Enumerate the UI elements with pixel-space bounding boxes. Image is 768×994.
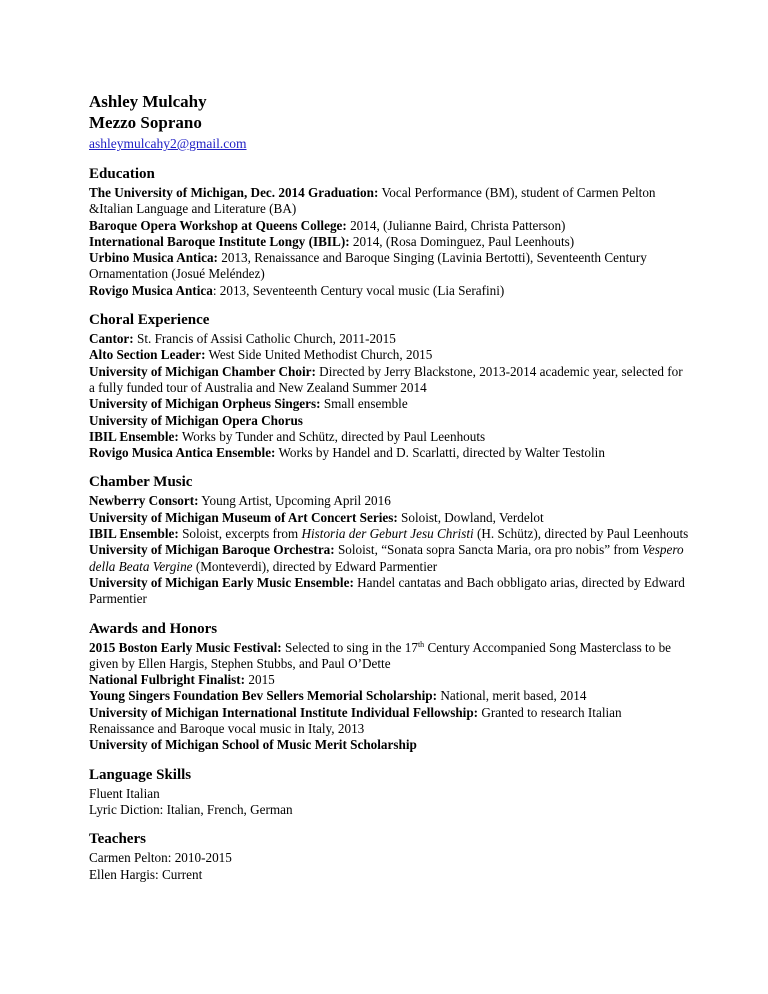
- section-title-languages: Language Skills: [89, 766, 192, 783]
- entry-label: Cantor:: [89, 331, 134, 347]
- entry-label: Baroque Opera Workshop at Queens College:: [89, 217, 347, 233]
- chamber-entry: [89, 493, 689, 509]
- teachers-section: [89, 830, 689, 883]
- choral-entry: [89, 429, 689, 445]
- entry-text: 2014, (Rosa Dominguez, Paul Leenhouts): [349, 233, 575, 249]
- name-heading: Ashley Mulcahy: [89, 92, 207, 111]
- choral-entry: [89, 413, 689, 429]
- choral-entry: [89, 396, 689, 412]
- teacher-line: Ellen Hargis: Current: [89, 866, 203, 882]
- education-entry: [89, 250, 689, 283]
- entry-text: Selected to sing in the 17: [281, 639, 418, 655]
- awards-entry: [89, 737, 689, 753]
- awards-entry: [89, 640, 689, 673]
- chamber-section: [89, 473, 689, 607]
- education-entry: [89, 234, 689, 250]
- choral-entry: [89, 445, 689, 461]
- entry-label: University of Michigan Opera Chorus: [89, 412, 303, 428]
- entry-text: Soloist, “Sonata sopra Sancta Maria, ora pro nobis” from: [334, 542, 643, 558]
- entry-label: Urbino Musica Antica:: [89, 250, 218, 266]
- awards-entry: [89, 688, 689, 704]
- entry-text: Vocal Performance (BM), student of Carmen Pelton &Italian Language and Literature (BA): [89, 185, 656, 217]
- section-title-teachers: Teachers: [89, 831, 146, 848]
- entry-text: 2015: [245, 672, 275, 688]
- entry-label: University of Michigan Museum of Art Concert Series:: [89, 509, 398, 525]
- awards-section: [89, 620, 689, 754]
- entry-text: Directed by Jerry Blackstone, 2013-2014 academic year, selected for a fully funded tour of Australia and New Zealand Summer 2014: [89, 363, 683, 395]
- chamber-entry: [89, 526, 689, 542]
- entry-text: Young Artist, Upcoming April 2016: [198, 493, 391, 509]
- entry-text: National, merit based, 2014: [437, 688, 587, 704]
- entry-label: University of Michigan Early Music Ensemble:: [89, 574, 354, 590]
- language-line: Fluent Italian: [89, 785, 160, 801]
- entry-label: University of Michigan Baroque Orchestra:: [89, 542, 335, 558]
- entry-text: Handel cantatas and Bach obbligato arias, directed by Edward Parmentier: [89, 574, 685, 607]
- voice-type-heading: Mezzo Soprano: [89, 113, 202, 132]
- work-title: Historia der Geburt Jesu Christi: [301, 526, 474, 542]
- work-title: Vespero della Beata Vergine: [89, 542, 684, 574]
- choral-section: [89, 311, 689, 461]
- choral-entry: [89, 347, 689, 363]
- entry-label: University of Michigan School of Music Merit Scholarship: [89, 737, 417, 753]
- entry-text: West Side United Methodist Church, 2015: [205, 347, 433, 363]
- chamber-entry: [89, 510, 689, 526]
- entry-label: International Baroque Institute Longy (IBIL):: [89, 233, 350, 249]
- entry-label: Rovigo Musica Antica Ensemble:: [89, 445, 276, 461]
- entry-label: Young Singers Foundation Bev Sellers Memorial Scholarship:: [89, 688, 438, 704]
- language-line: Lyric Diction: Italian, French, German: [89, 801, 293, 817]
- awards-entry: [89, 672, 689, 688]
- entry-text: (H. Schütz), directed by Paul Leenhouts: [473, 526, 689, 542]
- entry-label: National Fulbright Finalist:: [89, 672, 246, 688]
- choral-entry: [89, 331, 689, 347]
- entry-text: St. Francis of Assisi Catholic Church, 2011-2015: [133, 331, 396, 347]
- entry-text: : 2013, Seventeenth Century vocal music (Lia Serafini): [212, 282, 505, 298]
- section-title-awards: Awards and Honors: [89, 620, 218, 637]
- entry-text: Soloist, Dowland, Verdelot: [397, 509, 544, 525]
- choral-entry: [89, 364, 689, 397]
- entry-label: University of Michigan Chamber Choir:: [89, 363, 316, 379]
- entry-label: The University of Michigan, Dec. 2014 Graduation:: [89, 185, 379, 200]
- entry-text: Works by Handel and D. Scarlatti, directed by Walter Testolin: [275, 445, 605, 461]
- teacher-line: Carmen Pelton: 2010-2015: [89, 850, 232, 866]
- email-link[interactable]: ashleymulcahy2@gmail.com: [89, 136, 247, 151]
- entry-text: (Monteverdi), directed by Edward Parmentier: [192, 558, 438, 574]
- entry-label: Newberry Consort:: [89, 493, 199, 509]
- education-entry: [89, 218, 689, 234]
- section-title-education: Education: [89, 166, 155, 182]
- entry-text: Century Accompanied Song Masterclass to be given by Ellen Hargis, Stephen Stubbs, and Paul O’Dette: [89, 639, 672, 671]
- resume: [89, 91, 689, 883]
- entry-text: Small ensemble: [320, 396, 408, 412]
- entry-text: Works by Tunder and Schütz, directed by Paul Leenhouts: [178, 428, 486, 444]
- education-section: [89, 165, 689, 299]
- chamber-entry: [89, 542, 689, 575]
- section-title-chamber: Chamber Music: [89, 474, 193, 491]
- section-title-choral: Choral Experience: [89, 312, 210, 329]
- entry-label: IBIL Ensemble:: [89, 526, 179, 542]
- entry-text: 2014, (Julianne Baird, Christa Patterson): [346, 217, 566, 233]
- entry-text: 2013, Renaissance and Baroque Singing (Lavinia Bertotti), Seventeenth Century Ornamentation (Josué Meléndez): [89, 250, 647, 282]
- entry-label: Alto Section Leader:: [89, 347, 206, 363]
- entry-label: University of Michigan Orpheus Singers:: [89, 396, 321, 412]
- languages-section: [89, 766, 689, 819]
- entry-label: 2015 Boston Early Music Festival:: [89, 639, 282, 655]
- entry-label: University of Michigan International Institute Individual Fellowship:: [89, 704, 479, 720]
- entry-label: IBIL Ensemble:: [89, 428, 179, 444]
- awards-entry: [89, 705, 689, 738]
- education-entry: [89, 283, 689, 299]
- chamber-entry: [89, 575, 689, 608]
- education-entry: [89, 185, 689, 218]
- entry-label: Rovigo Musica Antica: [89, 282, 213, 298]
- entry-text: Soloist, excerpts from: [178, 526, 302, 542]
- ordinal-suffix: th: [417, 639, 425, 649]
- entry-text: Granted to research Italian Renaissance and Baroque vocal music in Italy, 2013: [89, 704, 622, 737]
